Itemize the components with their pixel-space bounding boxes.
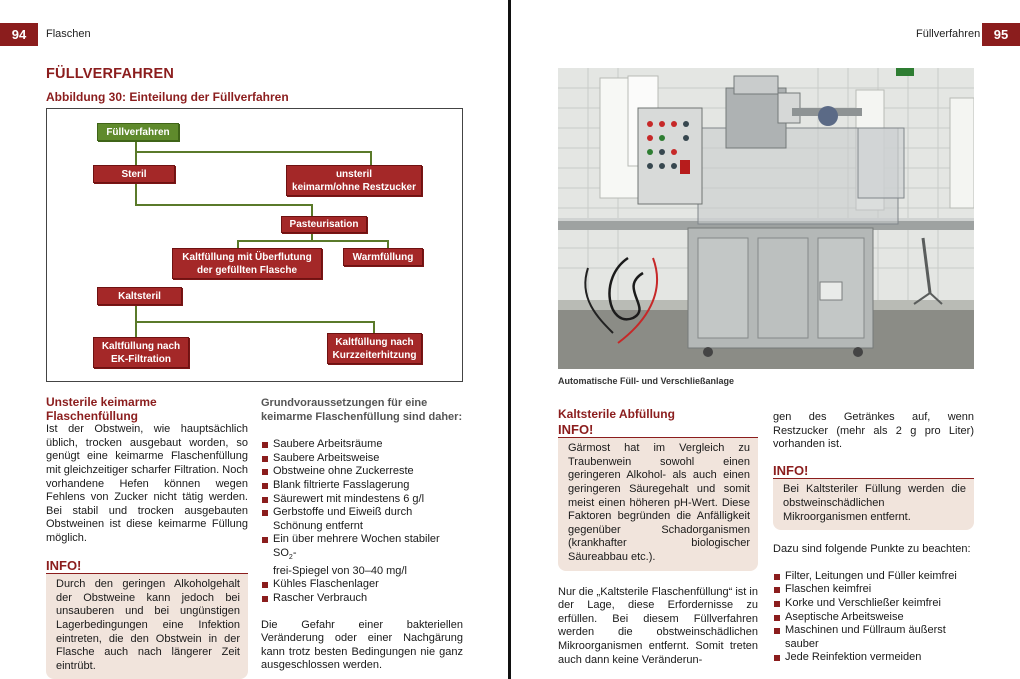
page-number-left: 94	[0, 23, 38, 46]
list-item: Gerbstoffe und Eiweiß durch Schönung entfernt	[261, 506, 463, 533]
machine-photo	[558, 68, 974, 369]
running-head-right: Füllverfahren	[916, 28, 981, 40]
info-box: Bei Kaltsteriler Füllung werden die obstweinschädlichen Mikroorganismen entfernt.	[773, 479, 974, 530]
info-title: INFO!	[773, 464, 974, 480]
body-text-continued: gen des Getränkes auf, wenn Restzucker (mehr als 2 g pro Liter) vorhanden ist.	[773, 411, 974, 451]
diagram-pasteurisation-box: Pasteurisation	[281, 216, 367, 233]
chapter-title: FÜLLVERFAHREN	[46, 66, 174, 82]
list-item: Jede Reinfektion vermeiden	[773, 651, 974, 665]
connector-line	[237, 240, 389, 242]
list-item: Korke und Verschließer keimfrei	[773, 597, 974, 611]
points-list	[773, 570, 974, 665]
diagram-warmfuellung-box: Warmfüllung	[343, 248, 423, 266]
filling-methods-diagram	[46, 108, 463, 382]
page-gutter	[508, 0, 511, 679]
section-heading-kaltsteril: Kaltsterile Abfüllung	[558, 407, 675, 421]
right-column-1	[558, 408, 758, 667]
diagram-ek-filtration-box: Kaltfüllung nach EK-Filtration	[93, 337, 189, 368]
diagram-unsteril-box: unsteril keimarm/ohne Restzucker	[286, 165, 422, 196]
prerequisites-heading: Grundvoraussetzungen für eine keimarme Flaschenfüllung sind daher:	[261, 397, 463, 423]
section-heading-unsteril: Unsterile keimarme Flaschenfüllung	[46, 395, 157, 423]
list-item: Blank filtrierte Fasslagerung	[261, 479, 463, 493]
list-item: Säurewert mit mindestens 6 g/l	[261, 493, 463, 507]
right-column-2	[773, 411, 974, 665]
list-item: Filter, Leitungen und Füller keimfrei	[773, 570, 974, 584]
left-column	[46, 396, 248, 679]
section-text-unsteril: Ist der Obstwein, wie hauptsächlich üblich, trocken ausgebaut worden, so genügt eine keimarme Flaschenfüllung mit gleichzeitiger scharfer Filtration. Noch vorhandene Hefen können wegen Fehlens von Zucker nicht tätig werden. Bei stabil und trocken ausgebauten Obstweinen ist diese keimarme Füllung möglich.	[46, 423, 248, 544]
info-box: Durch den geringen Alkoholgehalt der Obstweine kann jedoch bei unsauberen und bei ungünstigen Lagerbedingungen eine Infektion eintreten, die den Obstwein in der Flasche auch nach längerer Zeit eintrübt.	[46, 574, 248, 679]
list-item-so2: Ein über mehrere Wochen stabiler $SO_2-$ frei-Spiegel von 30–40 mg/l	[261, 533, 463, 578]
running-head-left: Flaschen	[46, 28, 91, 40]
list-item: Saubere Arbeitsweise	[261, 452, 463, 466]
connector-line	[237, 240, 239, 248]
diagram-steril-box: Steril	[93, 165, 175, 183]
diagram-root-box: Füllverfahren	[97, 123, 179, 141]
diagram-kaltfuellung-box: Kaltfüllung mit Überflutung der gefüllten Flasche	[172, 248, 322, 279]
body-text: Nur die „Kaltsterile Flaschenfüllung“ ist in der Lage, diese Erfordernisse zu erfüllen. Bei diesem Füllverfahren werden die obstweinschädlichen Mikroorganismen entfernt. Somit treten auch dann keine Veränderun-	[558, 585, 758, 666]
connector-line	[135, 204, 313, 206]
page-number-right: 95	[982, 23, 1020, 46]
prerequisites-column	[261, 397, 463, 673]
connector-line	[135, 151, 371, 153]
connector-line	[311, 204, 313, 216]
list-item: Flaschen keimfrei	[773, 583, 974, 597]
connector-line	[135, 321, 375, 323]
list-item: Aseptische Arbeitsweise	[773, 611, 974, 625]
connector-line	[370, 151, 372, 165]
info-title: INFO!	[46, 559, 248, 575]
list-item: Kühles Flaschenlager	[261, 578, 463, 592]
list-item: Obstweine ohne Zuckerreste	[261, 465, 463, 479]
info-box: Gärmost hat im Vergleich zu Traubenwein sowohl einen geringeren Alkohol- als auch einen geringeren Säuregehalt und somit meist einen höheren pH-Wert. Diese Faktoren begründen die Anfälligkeit gegenüber Schadorganismen (krankhafter biologischer Säureabbau etc.).	[558, 438, 758, 570]
points-heading: Dazu sind folgende Punkte zu beachten:	[773, 543, 971, 556]
list-item: Saubere Arbeitsräume	[261, 438, 463, 452]
connector-line	[387, 240, 389, 248]
figure-title: Abbildung 30: Einteilung der Füllverfahren	[46, 90, 289, 104]
photo-caption: Automatische Füll- und Verschließanlage	[558, 376, 735, 386]
diagram-kurzzeiterhitzung-box: Kaltfüllung nach Kurzzeiterhitzung	[327, 333, 422, 364]
connector-line	[373, 321, 375, 333]
prerequisites-list	[261, 438, 463, 605]
prerequisites-closing: Die Gefahr einer bakteriellen Veränderung oder einer Nachgärung kann trotz besten Bedingungen nie ganz ausgeschlossen werden.	[261, 618, 463, 672]
info-title: INFO!	[558, 423, 758, 439]
list-item: Rascher Verbrauch	[261, 592, 463, 606]
list-item: Maschinen und Füllraum äußerst sauber	[773, 624, 974, 651]
diagram-kaltsteril-box: Kaltsteril	[97, 287, 182, 305]
